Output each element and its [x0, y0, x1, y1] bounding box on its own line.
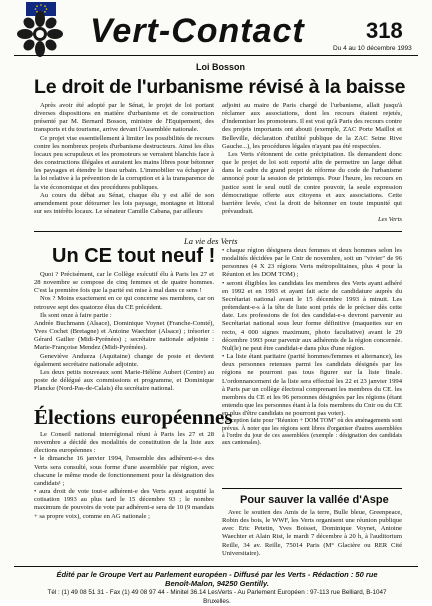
article1-right-column [222, 102, 402, 224]
ce-headline: Un CE tout neuf ! [52, 245, 216, 267]
aspe-headline: Pour sauver la vallée d'Aspe [240, 494, 389, 506]
paragraph: adjoint au maire de Paris chargé de l'urbanisme, allait jusqu'à réclamer aux associations, dont les recours étaient rejetés, d'indemniser les promoteurs. Il est vrai qu'à Paris des recours contre des projets importants ont abouti (exemple, ZAC Porte Maillot et Belleville, déclaration d'utilité publique de la ZAC Seine Rive Gauche...), les procédures légales n'ayant pas été respectées. [222, 102, 402, 150]
article2-column [34, 271, 214, 393]
paragraph: Après avoir été adopté par le Sénat, le projet de loi portant diverses dispositions en matière d'urbanisme et de construction présenté par M. Bernard Bosson, ministre de l'Equipement, des transports et du tourisme, arrive devant l'Assemblée nationale. [34, 102, 214, 134]
footer-rule [14, 566, 418, 567]
elections-headline: Élections européennes [34, 405, 233, 429]
issue-number: 318 [366, 18, 403, 43]
paragraph: • chaque région désignera deux femmes et deux hommes selon les modalités décidées par le Cnir de novembre, soit un "vivier" de 96 personnes (4 X 23 régions Verts métropolitaines, plus 4 pour la Réunion et les DOM TOM) ; [222, 247, 402, 279]
article4-column [222, 247, 402, 447]
section-rule [34, 231, 402, 232]
paragraph: Quoi ? Précisément, car le Collège exécutif élu à Paris les 27 et 28 novembre se compose de cinq femmes et de quatre hommes. C'est la première fois que la parité est mise à mal dans ce sens ! [34, 271, 214, 295]
newsletter-title: Vert-Contact [90, 12, 305, 50]
paragraph: Geneviève Andueza (Aquitaine) change de poste et devient également secrétaire nationale adjointe. [34, 352, 214, 368]
signature: Les Verts [378, 216, 402, 224]
article-kicker: Loi Bosson [196, 62, 245, 72]
footnote: ¹ exception faite pour "Réunion + DOM TOM" où des aménagements sont prévus. À noter que les régions sont libres d'organiser d'autres assemblées à l'ordre du jour de ces assemblées (exemple : désignation des candidats aux cantonales). [222, 418, 402, 447]
paragraph: Les deux petits nouveaux sont Marie-Hélène Aubert (Centre) au poste de délégué aux commissions et programme, et Dominique Plancke (Nord-Pas-de-Calais) élu secrétaire national. [34, 368, 214, 393]
footer-editor-line: Édité par le Groupe Vert au Parlement européen - Diffusé par les Verts - Rédaction : 50 rue Benoît-Malon, 94250 Gentilly. [56, 570, 378, 588]
paragraph: Avec le soutien des Amis de la terre, Bulle bleue, Greenpeace, Robin des bois, le WWF, les Verts organisent une réunion publique avec Eric Petetin, Yves Boisset, Dominique Voynet, Antoine Waechter et Alain Rist, le mardi 7 décembre à 20 h, à l'auditorium Reille, 34 av. Reille, 75014 Paris (M° Glacière ou RER Cité Universitaire). [222, 509, 402, 557]
paragraph: Les Verts s'étonnent de cette précipitation. Ils demandent donc que le projet de loi soit reporté afin de permettre un large débat dans le cadre du grand projet de réforme du code de l'urbanisme annoncé pour la session de printemps. Pour l'heure, les recours en justice sont le seul outil de contre pouvoir, la seule expression démocratique offerte aux citoyens et aux associations. Cette barrière levée, c'est la droit de bétonner en toute impunité qui prévaudrait. [222, 150, 402, 216]
paragraph: • seront éligibles les candidats les membres des Verts ayant adhéré en 1992 et en 1993 et ayant fait acte de candidature auprès du Secrétariat national avant le 15 décembre 1993 à minuit. Les prétendant-e-s à la tête de liste sont priés de le préciser dès cette date. Les professions de foi des candidat-e-s devront parvenir au Secrétariat national sous leur forme définitive (maquettes sur en recto, 4 000 signes maximum, photo facultative) avant le 29 décembre 1993 pour parvenir aux adhérents de la région concernée. Nul(le) ne peut être candidat-e dans plus d'une région. [222, 279, 402, 352]
paragraph: • le dimanche 16 janvier 1994, l'ensemble des adhérent-e-s des Verts sera consulté, sous forme d'une assemblée par région, avec chacune le même mode de fonctionnement pour la désignation des candidats¹ ; [34, 455, 214, 487]
paragraph: Le Conseil national interrégional réuni à Paris les 27 et 28 novembre a décidé des modalités de constitution de la liste aux élections européennes : [34, 431, 214, 455]
article5-column [222, 509, 402, 558]
issue-dates: Du 4 au 10 décembre 1993 [333, 45, 412, 52]
header-rule [14, 55, 418, 56]
section-label: La vie des Verts [184, 236, 238, 246]
paragraph: Nos ? Moins exactement en ce qui concerne ses membres, car on retrouve sept des quatorze élus du CE précédent. [34, 295, 214, 311]
paragraph: Andrée Buchmann (Alsace), Dominique Voynet (Franche-Comté), Yves Cochet (Bretagne) et Antoine Waechter (Alsace) ; trésorier : Gérard Gatlier (Midi-Pyrénées) ; secrétaire nationale adjointe : Marie-Françoise Mendez (Midi-Pyrénées). [34, 319, 214, 352]
footer-contact-line: Tél : (1) 49 08 51 31 - Fax (1) 49 08 97 44 - Minitel 36.14 LesVerts - Au Parlement Européen : 97-113 rue Belliard, B-1047 Bruxelles. [47, 589, 387, 605]
paragraph: • La liste étant paritaire (parité hommes/femmes et alternance), les deux personnes retenues parmi les candidats désignés par les régions ne pourront pas tous figurer sur la liste finale. L'ordonnancement de la liste sera effectué les 22 et 23 janvier 1994 à Paris par un collège électoral comprenant les membres du CE. les membres du CE et les 96 personnes désignées par les régions (étant entendu que les personnes étant à la fois membres du Cnir ou du CE en plus d'être candidats ne pourront pas voter). [222, 353, 403, 418]
paragraph: Au cours du débat au Sénat, chaque élu y est allé de son amendement pour détourner les lois paysage, montagne et littoral sur ses intérêts locaux. Le sénateur Camille Cabana, par ailleurs [34, 191, 214, 216]
sunflower-logo-icon [14, 10, 66, 58]
paragraph: • aura droit de vote tout-e adhérent-e des Verts ayant acquitté la cotisation 1993 au plus tard le 15 décembre 93 ; le nombre maximum de pouvoirs de vote par adhérent-e sera de 10 (9 mandats + sa propre voix), comme en AG nationale ; [34, 488, 214, 520]
article3-column [34, 431, 214, 521]
article-headline: Le droit de l'urbanisme révisé à la baisse [34, 76, 406, 98]
aspe-rule [222, 488, 402, 489]
article1-left-column [34, 102, 214, 216]
paragraph: Ce projet vise essentiellement à limiter les possibilités de recours contre les nombreux projets d'urbanisme destructeurs. Ainsi les élus locaux peu scrupuleux et les promoteurs se verraient blanchis face à des constructions illégales et auraient les mains libres pour bétonner les paysages et étendre le tissu urbain. L'immobilier va échapper à la loi relative à la prévention de la corruption et à la transparence de la vie économique et des procédures publiques. [34, 134, 214, 191]
paragraph: Ils sont onze à faire partie : [40, 311, 112, 319]
footer [44, 570, 390, 606]
